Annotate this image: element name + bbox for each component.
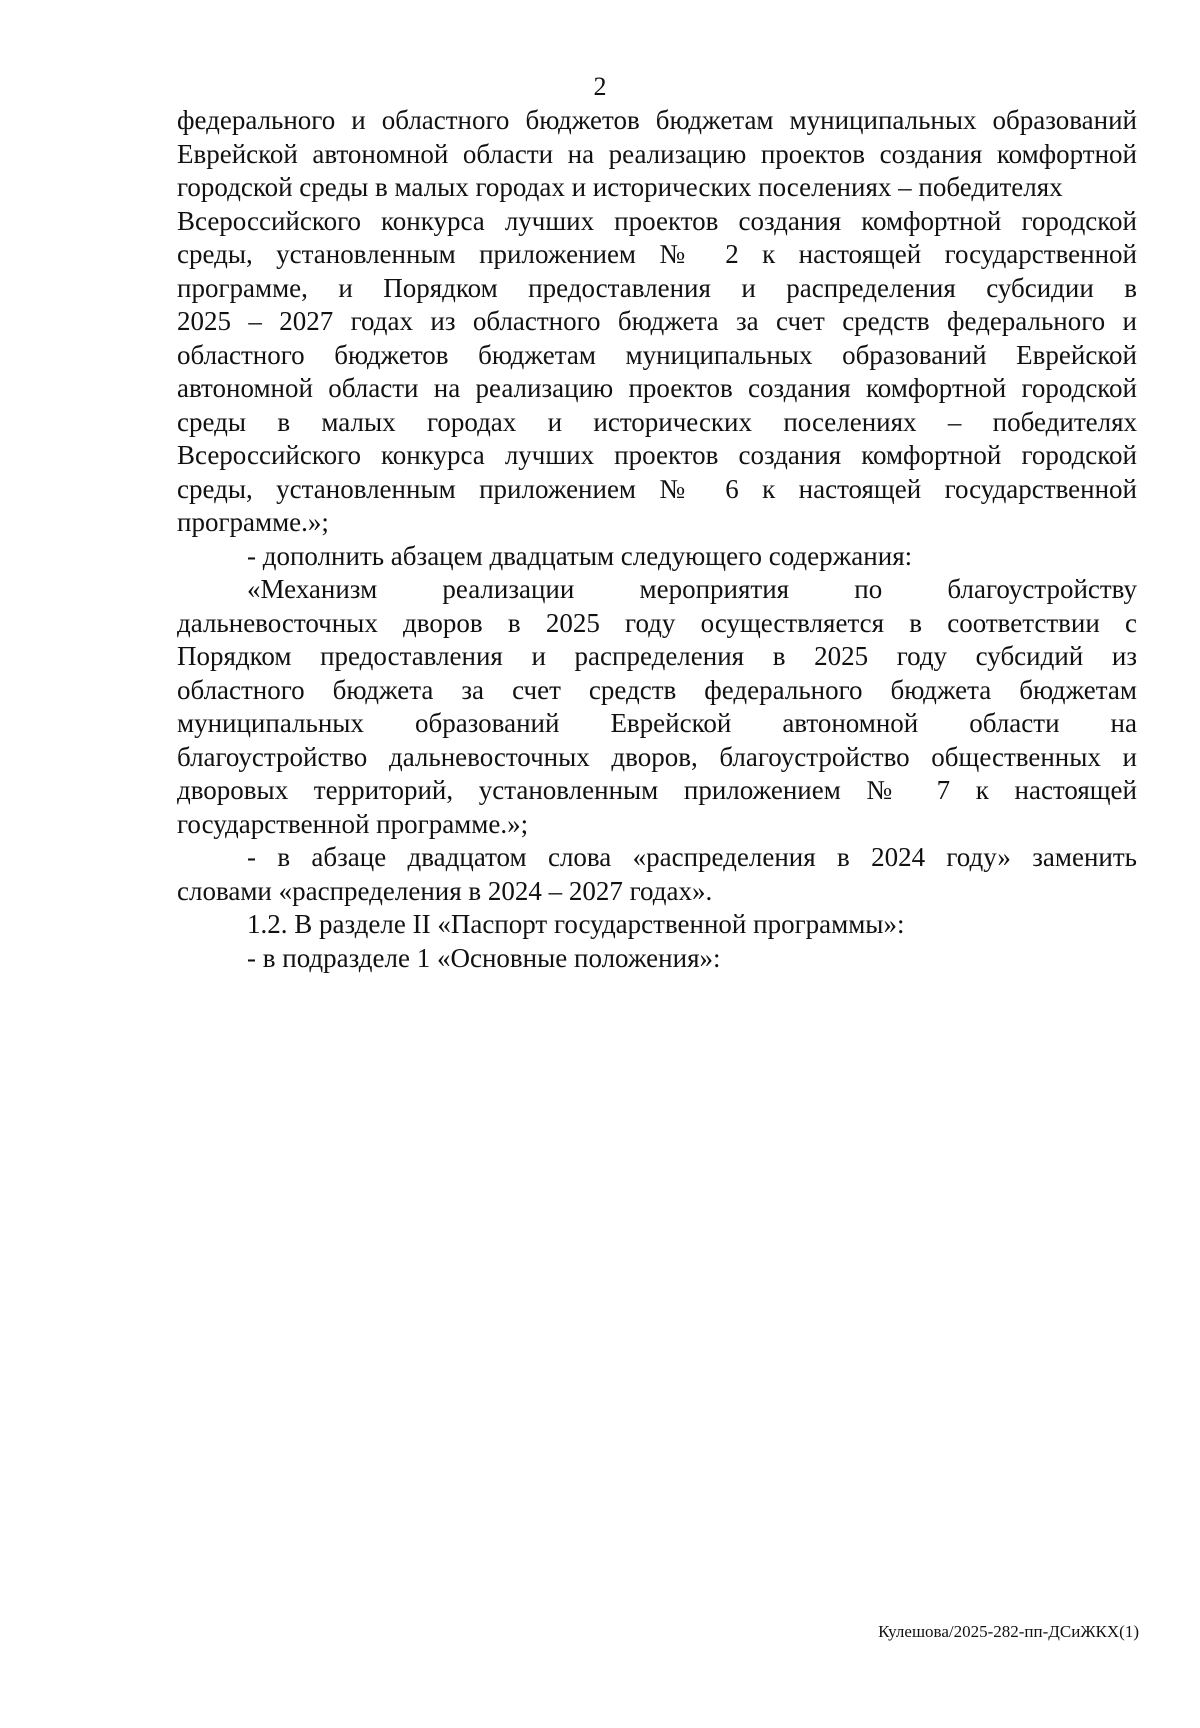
paragraph-2 [177,540,1137,574]
text-line: «Механизм реализации мероприятия по благоустройству [247,574,1137,604]
paragraph-5 [177,908,1137,942]
text-line: - в абзаце двадцатом слова «распределения в 2024 году» заменить [247,842,1137,872]
text-line: среды, установленным приложением № 2 к настоящей государственной [177,239,1137,269]
text-line: среды, установленным приложением № 6 к настоящей государственной [177,473,1137,504]
text-line: Еврейской автономной области на реализацию проектов создания комфортной [177,138,1137,169]
text-line: Порядком предоставления и распределения в 2025 году субсидий из [177,641,1137,671]
text-line: дальневосточных дворов в 2025 году осуществляется в соответствии с [177,607,1137,638]
paragraph-4 [177,841,1137,908]
paragraph-6 [177,942,1137,976]
text-line: 1.2. В разделе II «Паспорт государственной программы»: [247,909,905,939]
text-line: благоустройство дальневосточных дворов, благоустройство общественных и [177,741,1137,772]
text-line: среды в малых городах и исторических поселениях – победителях [177,406,1137,437]
text-line: муниципальных образований Еврейской автономной области на [177,708,1137,738]
text-line: - дополнить абзацем двадцатым следующего содержания: [247,540,913,571]
text-line: автономной области на реализацию проектов создания комфортной городской [177,373,1137,403]
text-line: Всероссийского конкурса лучших проектов создания комфортной городской [177,440,1137,470]
paragraph-1 [177,104,1137,540]
text-line: 2025 – 2027 годах из областного бюджета за счет средств федерального и [177,306,1137,336]
text-line: - в подразделе 1 «Основные положения»: [247,942,721,973]
text-line: областного бюджетов бюджетам муниципальных образований Еврейской [177,339,1137,370]
text-line: федерального и областного бюджетов бюджетам муниципальных образований [177,105,1137,135]
text-line: словами «распределения в 2024 – 2027 годах». [177,875,713,906]
text-line: программе.»; [177,507,329,537]
text-line: программе, и Порядком предоставления и распределения субсидии в [177,272,1137,303]
text-line: Всероссийского конкурса лучших проектов создания комфортной городской [177,205,1137,236]
text-line: государственной программе.»; [177,808,529,839]
text-line: дворовых территорий, установленным приложением № 7 к настоящей [177,775,1137,805]
document-body [177,104,1137,975]
paragraph-3 [177,573,1137,841]
text-line: областного бюджета за счет средств федерального бюджета бюджетам [177,674,1137,705]
document-registration-code: Кулешова/2025-282-пп-ДСиЖКХ(1) [878,1622,1139,1641]
page-number: 2 [593,72,607,101]
text-line: городской среды в малых городах и исторических поселениях – победителях [177,172,1063,202]
